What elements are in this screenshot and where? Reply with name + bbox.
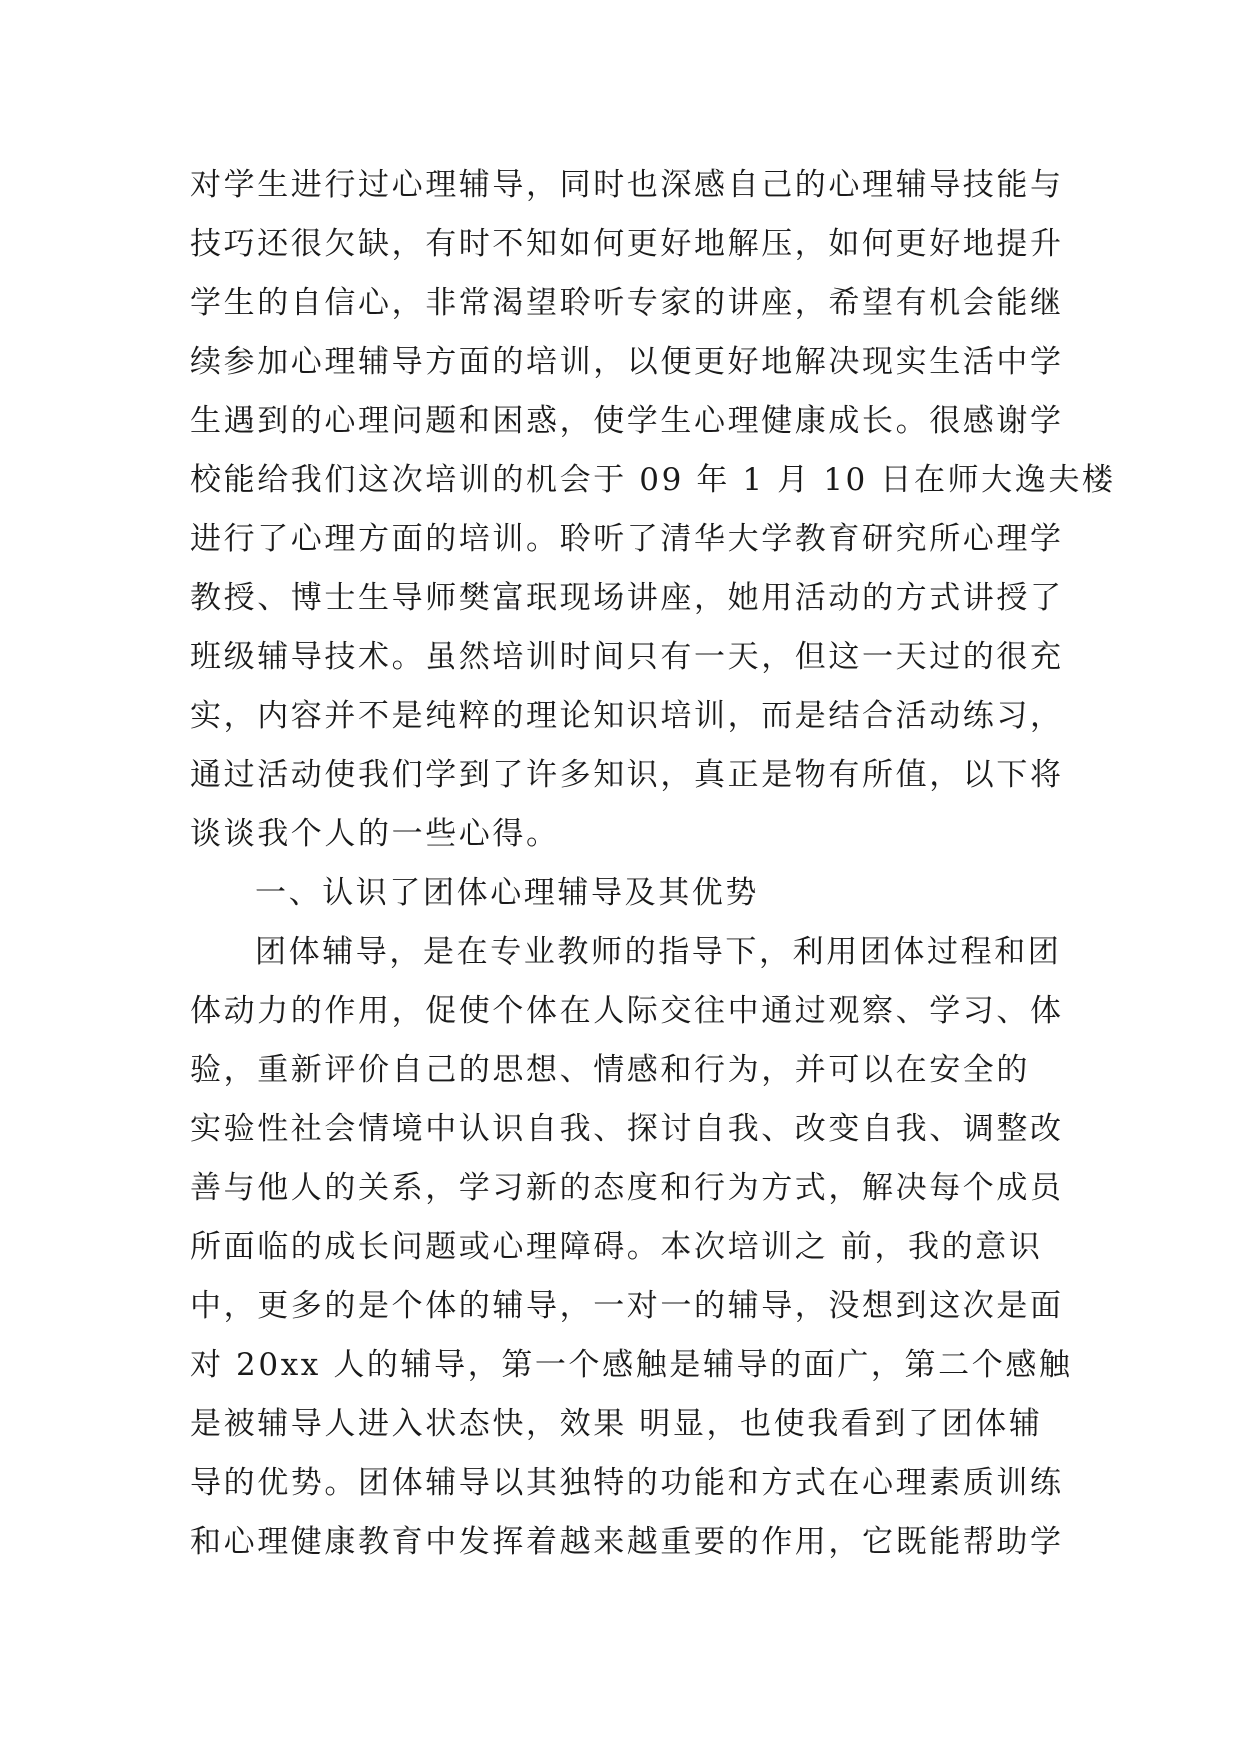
text-line: 生遇到的心理问题和困惑，使学生心理健康成长。很感谢学 bbox=[190, 403, 1064, 439]
text-line: 实验性社会情境中认识自我、探讨自我、改变自我、调整改 bbox=[190, 1111, 1064, 1147]
text-line: 对学生进行过心理辅导，同时也深感自己的心理辅导技能与 bbox=[190, 167, 1064, 203]
text-line: 技巧还很欠缺，有时不知如何更好地解压，如何更好地提升 bbox=[190, 226, 1064, 262]
text-line: 验，重新评价自己的思想、情感和行为，并可以在安全的 bbox=[190, 1052, 1030, 1088]
text-line: 实，内容并不是纯粹的理论知识培训，而是结合活动练习， bbox=[190, 698, 1064, 734]
text-line: 校能给我们这次培训的机会于 09 年 1 月 10 日在师大逸夫楼 bbox=[190, 462, 1116, 498]
text-line: 是被辅导人进入状态快，效果 明显，也使我看到了团体辅 bbox=[190, 1406, 1043, 1442]
text-line: 体动力的作用，促使个体在人际交往中通过观察、学习、体 bbox=[190, 993, 1064, 1029]
text-line: 对 20xx 人的辅导，第一个感触是辅导的面广，第二个感触 bbox=[190, 1347, 1073, 1383]
text-line: 和心理健康教育中发挥着越来越重要的作用，它既能帮助学 bbox=[190, 1524, 1064, 1560]
text-line: 进行了心理方面的培训。聆听了清华大学教育研究所心理学 bbox=[190, 521, 1064, 557]
text-line: 团体辅导，是在专业教师的指导下，利用团体过程和团 bbox=[255, 934, 1062, 970]
section-heading: 一、认识了团体心理辅导及其优势 bbox=[255, 875, 759, 911]
text-line: 导的优势。团体辅导以其独特的功能和方式在心理素质训练 bbox=[190, 1465, 1064, 1501]
text-line: 续参加心理辅导方面的培训，以便更好地解决现实生活中学 bbox=[190, 344, 1064, 380]
text-line: 善与他人的关系，学习新的态度和行为方式，解决每个成员 bbox=[190, 1170, 1064, 1206]
text-line: 所面临的成长问题或心理障碍。本次培训之 前，我的意识 bbox=[190, 1229, 1043, 1265]
text-line: 班级辅导技术。虽然培训时间只有一天，但这一天过的很充 bbox=[190, 639, 1064, 675]
text-line: 学生的自信心，非常渴望聆听专家的讲座，希望有机会能继 bbox=[190, 285, 1064, 321]
text-line: 中，更多的是个体的辅导，一对一的辅导，没想到这次是面 bbox=[190, 1288, 1064, 1324]
text-line: 教授、博士生导师樊富珉现场讲座，她用活动的方式讲授了 bbox=[190, 580, 1064, 616]
text-line: 谈谈我个人的一些心得。 bbox=[190, 816, 560, 852]
text-line: 通过活动使我们学到了许多知识，真正是物有所值，以下将 bbox=[190, 757, 1064, 793]
